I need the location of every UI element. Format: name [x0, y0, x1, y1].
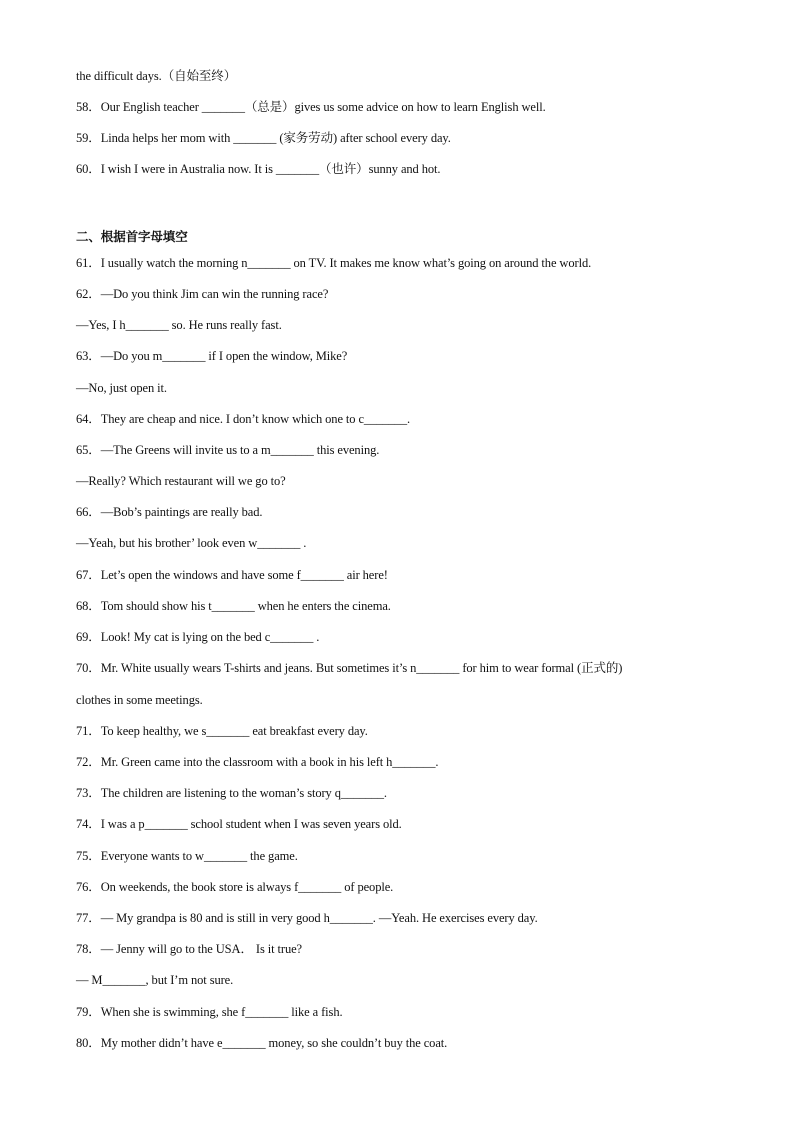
question-71: 71．To keep healthy, we s_______ eat breakfast every day. [76, 724, 368, 738]
question-63: 63．—Do you m_______ if I open the window, Mike? [76, 349, 348, 363]
question-78: 78．— Jenny will go to the USA． Is it true? [76, 942, 302, 956]
question-70-continuation: clothes in some meetings. [76, 693, 203, 707]
text-line-continuation: the difficult days.（自始至终） [76, 69, 237, 83]
section-title: 二、根据首字母填空 [76, 229, 188, 244]
question-70: 70．Mr. White usually wears T-shirts and jeans. But sometimes it’s n_______ for him to wear formal (正式的) [76, 661, 623, 675]
question-68: 68．Tom should show his t_______ when he enters the cinema. [76, 599, 391, 613]
question-59: 59．Linda helps her mom with _______ (家务劳动) after school every day. [76, 131, 451, 145]
question-73: 73．The children are listening to the woman’s story q_______. [76, 786, 387, 800]
answer-65: —Really? Which restaurant will we go to? [76, 474, 286, 488]
question-58: 58．Our English teacher _______（总是）gives us some advice on how to learn English well. [76, 100, 546, 114]
question-69: 69．Look! My cat is lying on the bed c_______ . [76, 630, 320, 644]
question-72: 72．Mr. Green came into the classroom with a book in his left h_______. [76, 755, 439, 769]
question-61: 61．I usually watch the morning n_______ on TV. It makes me know what’s going on around the world. [76, 256, 592, 270]
question-74: 74．I was a p_______ school student when I was seven years old. [76, 817, 402, 831]
question-75: 75．Everyone wants to w_______ the game. [76, 849, 298, 863]
question-60: 60．I wish I were in Australia now. It is _______（也许）sunny and hot. [76, 162, 441, 176]
answer-66: —Yeah, but his brother’ look even w_______ . [76, 536, 307, 550]
question-67: 67．Let’s open the windows and have some f_______ air here! [76, 568, 388, 582]
question-80: 80．My mother didn’t have e_______ money, so she couldn’t buy the coat. [76, 1036, 448, 1050]
question-64: 64．They are cheap and nice. I don’t know which one to c_______. [76, 412, 410, 426]
question-79: 79．When she is swimming, she f_______ like a fish. [76, 1005, 343, 1019]
question-65: 65．—The Greens will invite us to a m_______ this evening. [76, 443, 380, 457]
question-62: 62．—Do you think Jim can win the running race? [76, 287, 329, 301]
answer-78: — M_______, but I’m not sure. [76, 973, 234, 987]
question-66: 66．—Bob’s paintings are really bad. [76, 505, 263, 519]
question-76: 76．On weekends, the book store is always f_______ of people. [76, 880, 394, 894]
question-77: 77．— My grandpa is 80 and is still in very good h_______. —Yeah. He exercises every day. [76, 911, 538, 925]
answer-63: —No, just open it. [76, 381, 167, 395]
answer-62: —Yes, I h_______ so. He runs really fast. [76, 318, 282, 332]
